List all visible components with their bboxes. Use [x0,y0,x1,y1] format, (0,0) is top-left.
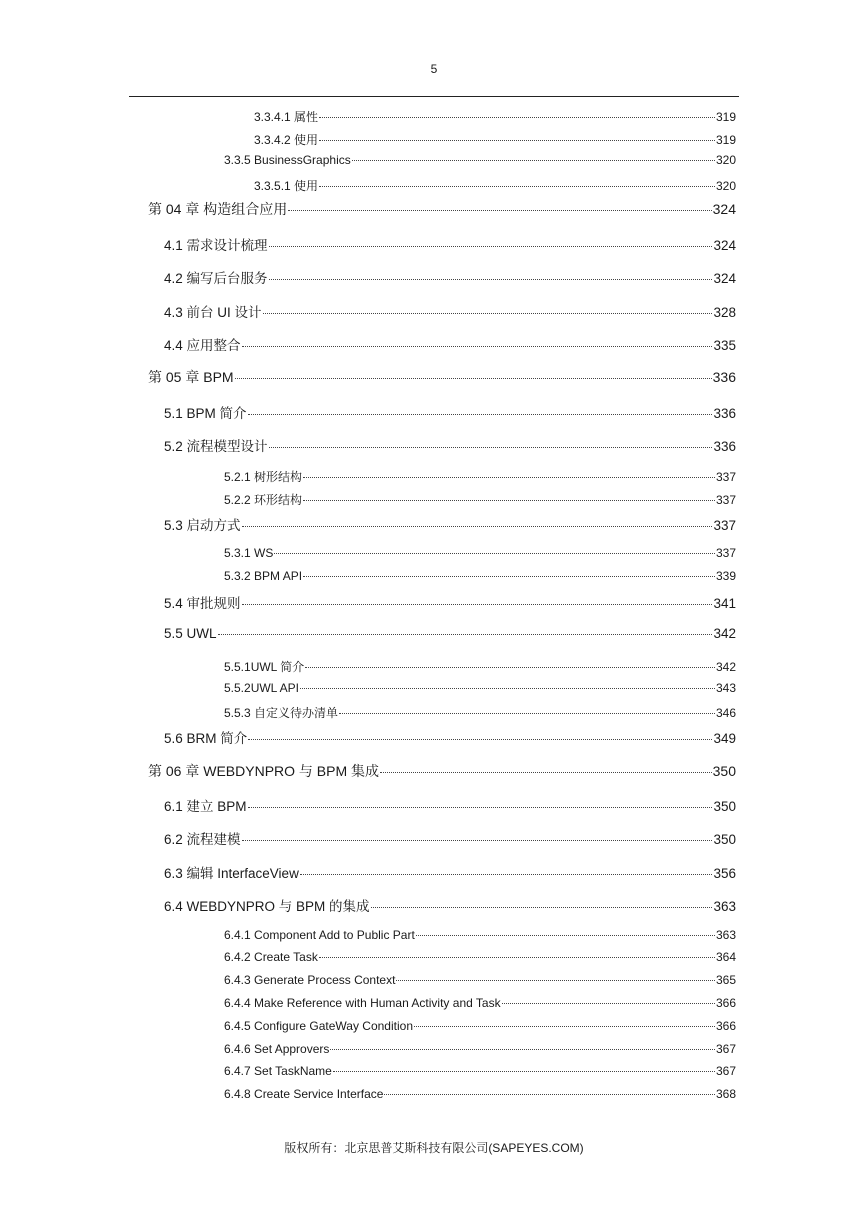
toc-leader-dots [303,477,715,478]
toc-entry-page: 350 [713,832,736,847]
toc-entry-page: 342 [715,660,736,674]
toc-leader-dots [319,957,715,958]
toc-leader-dots [263,313,713,314]
toc-entry-label: 6.2 流程建模 [164,832,241,847]
toc-entry-page: 339 [715,569,736,583]
toc-entry-page: 368 [715,1087,736,1101]
page-number: 5 [430,62,438,76]
toc-entry-label: 5.6 BRM 简介 [164,731,248,746]
toc-leader-dots [319,186,715,187]
toc-leader-dots [242,604,713,605]
toc-entry[interactable] [164,895,736,915]
toc-entry-label: 5.5.2UWL API [224,681,299,695]
toc-entry-label: 5.3.2 BPM API [224,569,303,583]
toc-entry-label: 4.1 需求设计梳理 [164,238,268,253]
toc-entry[interactable] [224,153,736,167]
toc-entry[interactable] [224,996,736,1010]
toc-entry-page: 337 [715,546,736,560]
toc-entry-page: 363 [715,928,736,942]
toc-entry[interactable] [254,131,736,148]
toc-leader-dots [218,634,713,635]
toc-leader-dots [303,500,715,501]
toc-entry-label: 6.4 WEBDYNPRO 与 BPM 的集成 [164,899,370,914]
toc-entry-page: 343 [715,681,736,695]
toc-entry-page: 350 [712,763,736,779]
toc-entry[interactable] [224,569,736,583]
toc-entry[interactable] [224,1019,736,1033]
toc-entry-page: 324 [713,271,736,286]
toc-leader-dots [319,140,715,141]
toc-entry-label: 6.4.4 Make Reference with Human Activity and Task [224,996,501,1010]
toc-chapter-entry[interactable] [148,199,736,219]
toc-entry-label: 6.4.6 Set Approvers [224,1042,330,1056]
toc-entry-label: 3.3.4.2 使用 [254,133,319,147]
toc-entry-label: 5.4 审批规则 [164,596,241,611]
toc-leader-dots [371,907,713,908]
toc-entry[interactable] [164,267,736,287]
toc-leader-dots [352,160,715,161]
toc-leader-dots [380,772,712,773]
toc-leader-dots [339,713,715,714]
toc-entry-label: 5.2.1 树形结构 [224,470,303,484]
toc-entry-label: 6.4.8 Create Service Interface [224,1087,384,1101]
toc-entry[interactable] [224,1042,736,1056]
toc-entry-page: 337 [715,493,736,507]
toc-leader-dots [242,346,713,347]
toc-entry[interactable] [224,658,736,675]
toc-leader-dots [396,980,715,981]
toc-entry-page: 341 [713,596,736,611]
toc-entry[interactable] [254,177,736,194]
toc-leader-dots [416,935,715,936]
toc-entry-label: 第 05 章 BPM [148,369,234,385]
toc-entry-label: 3.3.4.1 属性 [254,110,319,124]
toc-entry-page: 367 [715,1064,736,1078]
toc-entry-label: 5.5.3 自定义待办清单 [224,706,339,720]
toc-leader-dots [248,414,713,415]
toc-entry[interactable] [224,681,736,695]
toc-entry[interactable] [224,491,736,508]
toc-entry-label: 5.5 UWL [164,626,217,641]
toc-leader-dots [248,807,713,808]
toc-entry[interactable] [164,862,736,882]
toc-entry-page: 336 [712,369,736,385]
toc-entry[interactable] [164,592,736,612]
toc-chapter-entry[interactable] [148,761,736,781]
toc-entry-page: 319 [715,133,736,147]
toc-entry-page: 336 [713,439,736,454]
toc-entry-page: 365 [715,973,736,987]
toc-entry-label: 6.4.2 Create Task [224,950,318,964]
toc-entry-page: 366 [715,1019,736,1033]
toc-entry-page: 356 [713,866,736,881]
toc-leader-dots [269,246,713,247]
toc-entry-page: 342 [713,626,736,641]
toc-leader-dots [305,667,715,668]
toc-entry-label: 4.2 编写后台服务 [164,271,268,286]
toc-entry-page: 328 [713,305,736,320]
toc-entry-label: 5.2 流程模型设计 [164,439,268,454]
toc-leader-dots [269,447,713,448]
toc-entry-page: 367 [715,1042,736,1056]
toc-leader-dots [242,526,713,527]
toc-entry-label: 6.4.3 Generate Process Context [224,973,396,987]
toc-entry-label: 5.1 BPM 简介 [164,406,247,421]
toc-entry-label: 5.5.1UWL 简介 [224,660,305,674]
toc-entry[interactable] [224,928,736,942]
toc-entry[interactable] [164,334,736,354]
toc-entry[interactable] [164,402,736,422]
toc-leader-dots [414,1026,715,1027]
toc-entry[interactable] [164,435,736,455]
toc-entry-label: 5.3 启动方式 [164,518,241,533]
toc-leader-dots [303,576,715,577]
toc-leader-dots [288,210,711,211]
toc-entry-page: 336 [713,406,736,421]
toc-leader-dots [269,279,713,280]
toc-entry-label: 5.3.1 WS [224,546,274,560]
toc-entry[interactable] [224,950,736,964]
toc-entry[interactable] [164,795,736,815]
toc-entry[interactable] [164,828,736,848]
toc-entry-label: 3.3.5 BusinessGraphics [224,153,351,167]
toc-entry-page: 349 [713,731,736,746]
toc-entry-label: 6.4.1 Component Add to Public Part [224,928,415,942]
toc-entry[interactable] [224,1087,736,1101]
toc-entry-page: 319 [715,110,736,124]
toc-entry-page: 335 [713,338,736,353]
toc-leader-dots [502,1003,715,1004]
toc-entry-label: 4.4 应用整合 [164,338,241,353]
toc-entry-page: 363 [713,899,736,914]
toc-entry-page: 366 [715,996,736,1010]
toc-leader-dots [248,739,712,740]
toc-entry-page: 320 [715,153,736,167]
toc-entry-label: 第 06 章 WEBDYNPRO 与 BPM 集成 [148,763,380,779]
toc-entry[interactable] [164,626,736,641]
toc-entry[interactable] [164,727,736,747]
toc-leader-dots [274,553,715,554]
toc-entry-label: 6.4.5 Configure GateWay Condition [224,1019,413,1033]
toc-entry[interactable] [224,973,736,987]
toc-leader-dots [300,874,713,875]
toc-entry-label: 4.3 前台 UI 设计 [164,305,262,320]
toc-entry-page: 364 [715,950,736,964]
toc-entry[interactable] [254,108,736,125]
toc-leader-dots [242,840,713,841]
toc-entry-label: 6.1 建立 BPM [164,799,247,814]
toc-entry[interactable] [164,514,736,534]
toc-leader-dots [330,1049,715,1050]
toc-entry[interactable] [224,546,736,560]
toc-entry[interactable] [224,468,736,485]
toc-entry-page: 346 [715,706,736,720]
toc-entry[interactable] [224,1064,736,1078]
toc-entry-label: 5.2.2 环形结构 [224,493,303,507]
copyright-footer: 版权所有：北京思普艾斯科技有限公司(SAPEYES.COM) [284,1141,584,1155]
toc-entry-page: 350 [713,799,736,814]
toc-entry-label: 6.4.7 Set TaskName [224,1064,332,1078]
toc-entry-page: 337 [715,470,736,484]
toc-leader-dots [300,688,715,689]
toc-entry-label: 3.3.5.1 使用 [254,179,319,193]
toc-leader-dots [384,1094,715,1095]
toc-leader-dots [319,117,715,118]
toc-entry-label: 第 04 章 构造组合应用 [148,201,288,217]
toc-entry-page: 324 [713,238,736,253]
toc-entry[interactable] [164,301,736,321]
toc-entry-page: 320 [715,179,736,193]
toc-entry[interactable] [164,234,736,254]
toc-entry-page: 324 [712,201,736,217]
toc-leader-dots [333,1071,715,1072]
header-rule [129,96,739,97]
toc-entry[interactable] [224,704,736,721]
toc-chapter-entry[interactable] [148,367,736,387]
toc-entry-page: 337 [713,518,736,533]
toc-entry-label: 6.3 编辑 InterfaceView [164,866,299,881]
toc-leader-dots [235,378,712,379]
